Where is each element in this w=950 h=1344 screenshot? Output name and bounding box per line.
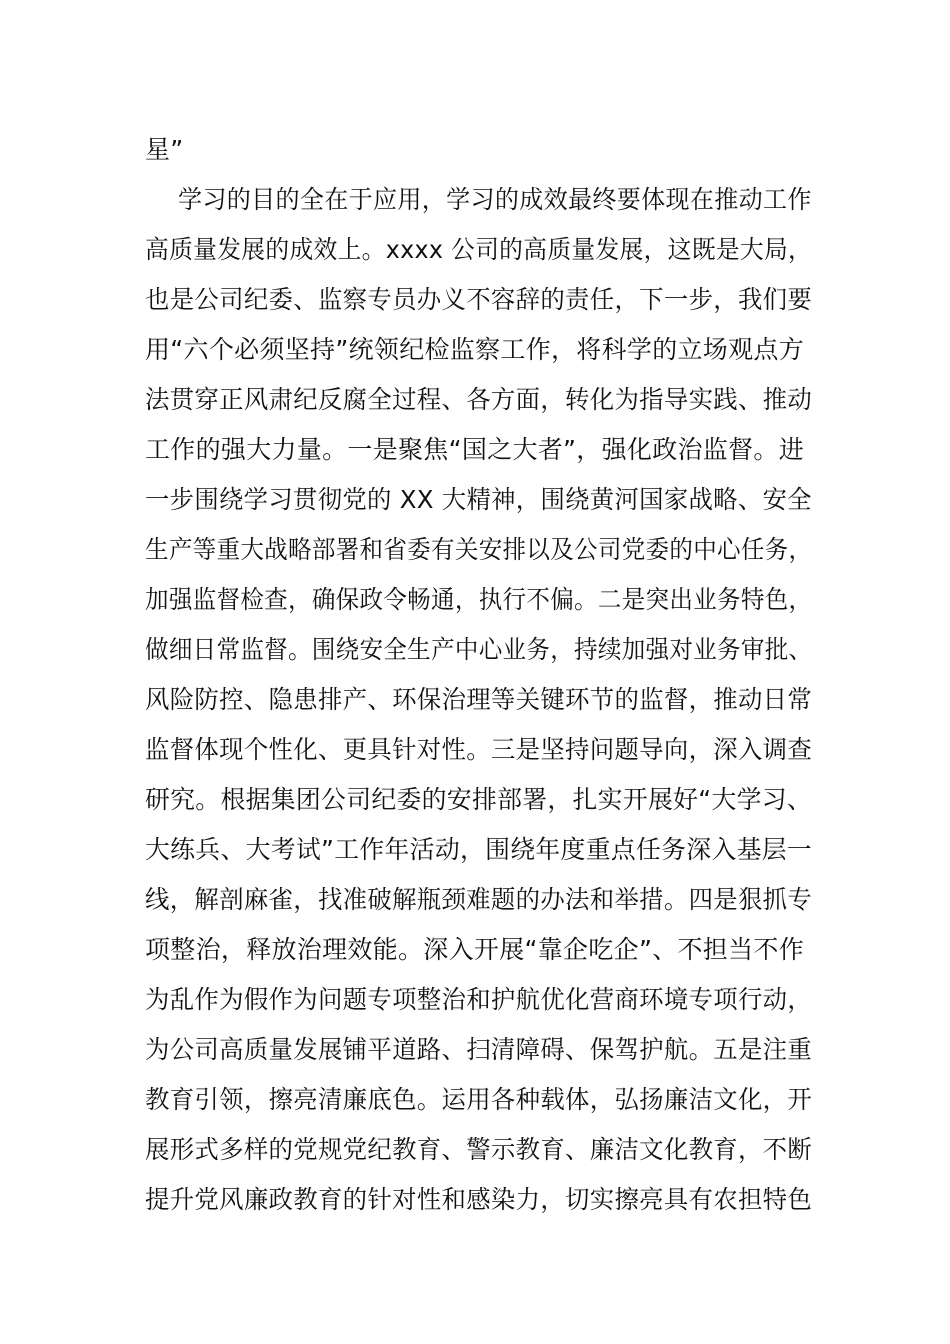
text-line-2: 学习的目的全在于应用，学习的成效最终要体现在推动工作 — [178, 185, 812, 214]
text-line-14: 研究。根据集团公司纪委的安排部署，扎实开展好“大学习、 — [145, 785, 813, 814]
text-line-7: 工作的强大力量。一是聚焦“国之大者”，强化政治监督。进 — [145, 435, 805, 464]
text-line-19: 为公司高质量发展铺平道路、扫清障碍、保驾护航。五是注重 — [145, 1035, 813, 1064]
text-line-18: 为乱作为假作为问题专项整治和护航优化营商环境专项行动， — [145, 985, 813, 1014]
text-line-8: 一步围绕学习贯彻党的 XX 大精神，围绕黄河国家战略、安全 — [145, 485, 812, 514]
text-line-11: 做细日常监督。围绕安全生产中心业务，持续加强对业务审批、 — [145, 635, 813, 664]
text-line-12: 风险防控、隐患排产、环保治理等关键环节的监督，推动日常 — [145, 685, 813, 714]
text-line-21: 展形式多样的党规党纪教育、警示教育、廉洁文化教育，不断 — [145, 1135, 813, 1164]
text-line-5: 用“六个必须坚持”统领纪检监察工作，将科学的立场观点方 — [145, 335, 805, 364]
text-line-15: 大练兵、大考试”工作年活动，围绕年度重点任务深入基层一 — [145, 835, 813, 864]
text-line-3: 高质量发展的成效上。xxxx 公司的高质量发展，这既是大局， — [145, 235, 813, 264]
text-line-9: 生产等重大战略部署和省委有关安排以及公司党委的中心任务， — [145, 535, 813, 564]
text-line-4: 也是公司纪委、监察专员办义不容辞的责任，下一步，我们要 — [145, 285, 813, 314]
text-line-17: 项整治，释放治理效能。深入开展“靠企吃企”、不担当不作 — [145, 935, 805, 964]
text-line-6: 法贯穿正风肃纪反腐全过程、各方面，转化为指导实践、推动 — [145, 385, 813, 414]
text-line-20: 教育引领，擦亮清廉底色。运用各种载体，弘扬廉洁文化，开 — [145, 1085, 813, 1114]
text-line-1: 星” — [145, 135, 184, 164]
text-line-22: 提升党风廉政教育的针对性和感染力，切实擦亮具有农担特色 — [145, 1185, 813, 1214]
text-line-16: 线，解剖麻雀，找准破解瓶颈难题的办法和举措。四是狠抓专 — [145, 885, 813, 914]
text-line-13: 监督体现个性化、更具针对性。三是坚持问题导向，深入调查 — [145, 735, 813, 764]
text-line-10: 加强监督检查，确保政令畅通，执行不偏。二是突出业务特色， — [145, 585, 813, 614]
